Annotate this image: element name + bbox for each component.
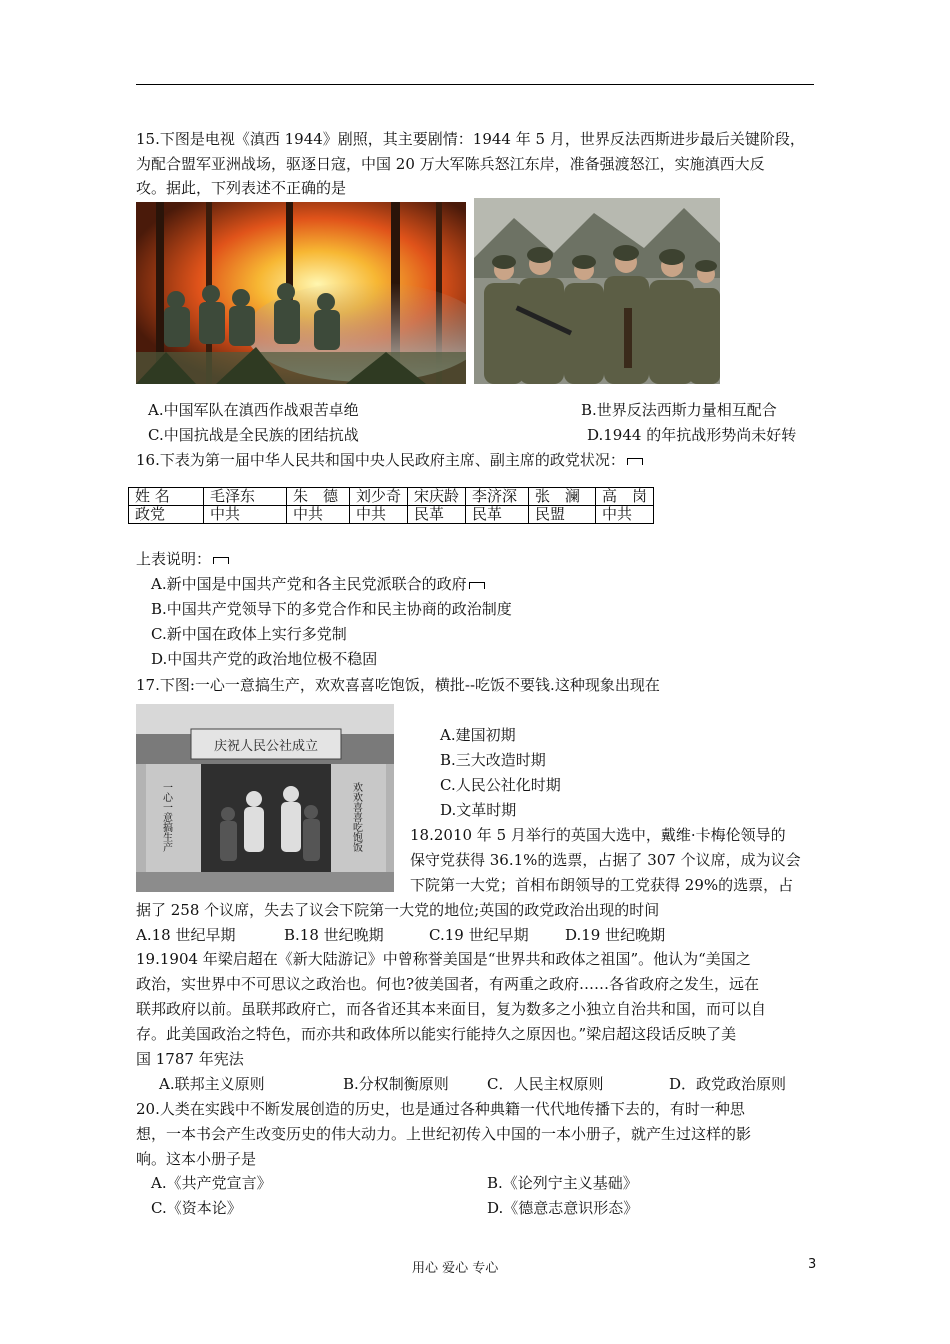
q16-stem-text: 16.下表为第一届中华人民共和国中央人民政府主席、副主席的政党状况：: [136, 451, 625, 469]
q18-option-c: C.19 世纪早期: [429, 926, 529, 944]
table-cell: 民革: [408, 506, 466, 524]
q19-line-4: 存。此美国政治之特色，而亦共和政体所以能实行能持久之原因也。”梁启超这段话反映了美: [136, 1025, 737, 1043]
q16-option-a-text: A.新中国是中国共产党和各主民党派联合的政府: [151, 575, 467, 593]
q18-line-1: 18.2010 年 5 月举行的英国大选中，戴维·卡梅伦领导的: [410, 826, 786, 844]
q16-lead: [136, 548, 229, 570]
banner-text: 庆祝人民公社成立: [213, 739, 319, 754]
q19-option-b: B.分权制衡原则: [343, 1075, 449, 1093]
table-cell: 中共: [287, 506, 350, 524]
blank-mark-icon: [469, 582, 485, 589]
q15-option-a: A.中国军队在滇西作战艰苦卓绝: [148, 401, 359, 419]
blank-mark-icon: [213, 557, 229, 564]
q16-lead-text: 上表说明：: [136, 550, 212, 568]
q18-line-3: 下院第一大党；首相布朗领导的工党获得 29%的选票，占: [410, 876, 794, 894]
q19-line-5: 国 1787 年宪法: [136, 1050, 244, 1068]
q19-line-3: 联邦政府以前。虽联邦政府亡，而各省还其本来面目，复为数多之小独立自治共和国，而可以自: [136, 1000, 767, 1018]
table-cell: 高 岗: [596, 488, 654, 506]
q16-option-b: B.中国共产党领导下的多党合作和民主协商的政治制度: [151, 600, 512, 618]
q15-option-b: B.世界反法西斯力量相互配合: [581, 401, 777, 419]
q19-line-1: 19.1904 年梁启超在《新大陆游记》中曾称誉美国是“世界共和政体之祖国”。他认为“美国之: [136, 950, 751, 968]
party-table: [128, 487, 654, 524]
q19-option-d: D．政党政治原则: [669, 1075, 787, 1093]
q17-stem: 17.下图:一心一意搞生产，欢欢喜喜吃饱饭，横批--吃饭不要钱.这种现象出现在: [136, 676, 660, 694]
blank-mark-icon: [627, 458, 643, 465]
q18-option-d: D.19 世纪晚期: [565, 926, 666, 944]
table-cell: 中共: [596, 506, 654, 524]
q20-option-a: A.《共产党宣言》: [151, 1174, 272, 1192]
right-couplet: 欢欢喜喜吃饱饭: [350, 782, 362, 852]
table-cell: 民革: [466, 506, 529, 524]
q15-stem-line-3: 攻。据此，下列表述不正确的是: [136, 179, 347, 197]
q18-option-a: A.18 世纪早期: [136, 926, 236, 944]
q18-option-b: B.18 世纪晚期: [284, 926, 384, 944]
q15-stem-line-2: 为配合盟军亚洲战场，驱逐日寇，中国 20 万大军陈兵怒江东岸，准备强渡怒江，实施滇西大反: [136, 155, 765, 173]
table-cell: 政党: [129, 506, 204, 524]
table-row-parties: [129, 506, 654, 524]
table-cell: 宋庆龄: [408, 488, 466, 506]
q17-option-d: D.文革时期: [440, 801, 517, 819]
q19-option-a: A.联邦主义原则: [159, 1075, 265, 1093]
q15-option-d: D.1944 的年抗战形势尚未好转: [587, 426, 797, 444]
left-couplet: 一心一意搞生产: [160, 782, 172, 852]
battle-fire-photo: [136, 202, 466, 384]
table-cell: 张 澜: [529, 488, 596, 506]
table-row-names: [129, 488, 654, 506]
q16-option-a: [151, 573, 485, 595]
page-number: 3: [808, 1257, 817, 1272]
q20-line-1: 20.人类在实践中不断发展创造的历史，也是通过各种典籍一代代地传播下去的，有时一种思: [136, 1100, 745, 1118]
q17-option-a: A.建国初期: [440, 726, 516, 744]
q20-option-c: C.《资本论》: [151, 1199, 242, 1217]
table-cell: 刘少奇: [350, 488, 408, 506]
table-cell: 中共: [350, 506, 408, 524]
q20-option-d: D.《德意志意识形态》: [487, 1199, 639, 1217]
header-rule: [136, 84, 814, 85]
q16-stem: [136, 449, 643, 471]
q18-line-4: 据了 258 个议席，失去了议会下院第一大党的地位;英国的政党政治出现的时间: [136, 901, 660, 919]
q19-option-c: C．人民主权原则: [487, 1075, 604, 1093]
q19-line-2: 政治，实世界中不可思议之政治也。何也?彼美国者，有两重之政府……各省政府之发生，远在: [136, 975, 760, 993]
table-cell: 中共: [204, 506, 287, 524]
table-cell: 李济深: [466, 488, 529, 506]
table-cell: 朱 德: [287, 488, 350, 506]
q17-option-c: C.人民公社化时期: [440, 776, 561, 794]
q15-option-c: C.中国抗战是全民族的团结抗战: [148, 426, 359, 444]
table-cell: 毛泽东: [204, 488, 287, 506]
soldiers-group-photo: [474, 198, 720, 384]
table-cell: 民盟: [529, 506, 596, 524]
footer-motto: 用心 爱心 专心: [412, 1261, 499, 1276]
q18-line-2: 保守党获得 36.1%的选票，占据了 307 个议席，成为议会: [410, 851, 801, 869]
q20-line-3: 响。这本小册子是: [136, 1150, 257, 1168]
q20-line-2: 想，一本书会产生改变历史的伟大动力。上世纪初传入中国的一本小册子，就产生过这样的影: [136, 1125, 752, 1143]
table-cell: 姓 名: [129, 488, 204, 506]
q20-option-b: B.《论列宁主义基础》: [487, 1174, 638, 1192]
q16-option-d: D.中国共产党的政治地位极不稳固: [151, 650, 378, 668]
commune-canteen-photo: [136, 704, 394, 892]
q15-stem-line-1: 15.下图是电视《滇西 1944》剧照，其主要剧情：1944 年 5 月，世界反法西斯进步最后关键阶段，: [136, 130, 805, 148]
q16-option-c: C.新中国在政体上实行多党制: [151, 625, 347, 643]
q17-option-b: B.三大改造时期: [440, 751, 546, 769]
